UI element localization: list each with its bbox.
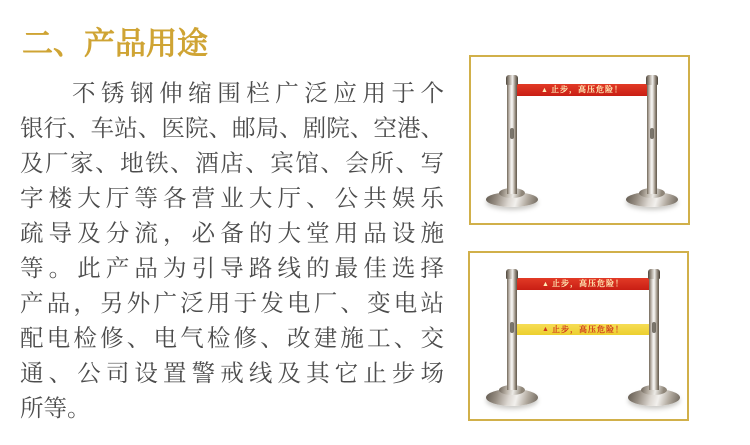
- belt-warning-text: 止步，高压危险！: [551, 279, 624, 288]
- section-heading: 二、产品用途: [22, 26, 208, 61]
- stanchion-base-left: [486, 192, 538, 207]
- paragraph-line: 通、公司设置警戒线及其它止步场: [20, 360, 444, 386]
- stanchion-base-right: [628, 389, 680, 406]
- stanchion-base-left: [486, 389, 538, 406]
- warning-triangle-icon: ▲: [542, 280, 549, 288]
- paragraph-line: 等。此产品为引导路线的最佳选择: [20, 255, 444, 281]
- paragraph-line: 字楼大厅等各营业大厅、公共娱乐: [20, 185, 444, 211]
- paragraph-line: 及厂家、地铁、酒店、宾馆、会所、写: [20, 150, 444, 176]
- barrier-belt-red: [517, 278, 649, 290]
- stanchion-post-right: [647, 75, 657, 194]
- product-image-double-belt-stanchions: [468, 251, 689, 421]
- belt-warning-text: 止步，高压危险！: [550, 85, 623, 94]
- warning-triangle-icon: ▲: [541, 86, 548, 94]
- belt-warning-text: 止步，高压危险！: [551, 324, 624, 334]
- stanchion-scene: [470, 253, 687, 419]
- stanchion-post-left: [507, 269, 517, 390]
- paragraph-line: 所等。: [20, 395, 91, 421]
- paragraph-line: 疏导及分流，必备的大堂用品设施: [20, 220, 444, 246]
- paragraph-line: 配电检修、电气检修、改建施工、交: [20, 325, 444, 351]
- stanchion-scene: [471, 57, 688, 223]
- stanchion-base-right: [626, 192, 678, 207]
- barrier-belt-red: [517, 84, 647, 96]
- paragraph-line: 产品，另外广泛用于发电厂、变电站: [20, 290, 444, 316]
- paragraph-line: 不锈钢伸缩围栏广泛应用于个: [72, 80, 444, 106]
- stanchion-post-left: [507, 75, 517, 194]
- product-image-single-belt-stanchions: [469, 55, 690, 225]
- product-usage-paragraph: [20, 76, 444, 426]
- barrier-belt-yellow: [517, 324, 649, 335]
- paragraph-line: 银行、车站、医院、邮局、剧院、空港、: [20, 115, 444, 141]
- stanchion-post-right: [649, 269, 659, 390]
- warning-triangle-icon: ▲: [542, 326, 549, 333]
